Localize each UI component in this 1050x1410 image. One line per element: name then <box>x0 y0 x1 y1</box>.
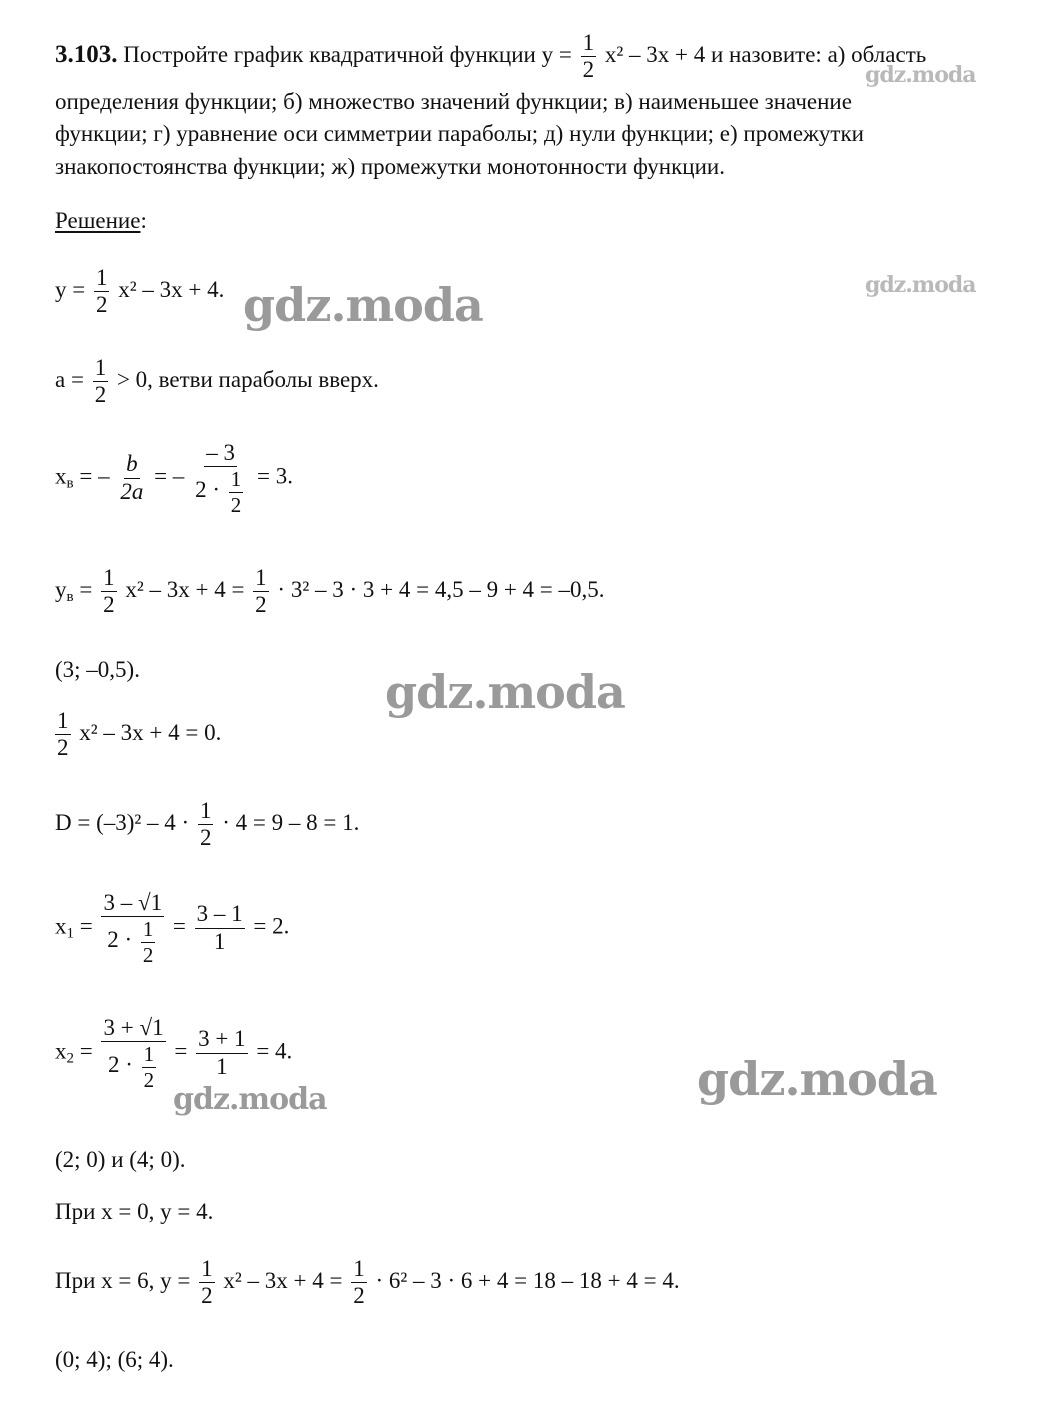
vertex-point: (3; –0,5). <box>55 657 140 682</box>
fraction-half: $\frac{1}{2}$ <box>57 708 69 761</box>
problem-line-1 <box>55 30 926 84</box>
root-x2-line: $x_2$ = 3 + √1 2 · $\frac{1}{2}$ = $\frac{3 + 1}{1}$ = 4. <box>55 1015 293 1092</box>
problem-number: 3.103. <box>55 41 118 69</box>
fraction-minus3-over-2-half: – 3 2 · $\frac{1}{2}$ <box>195 440 242 517</box>
watermark: gdz.moda <box>173 1082 327 1117</box>
watermark: gdz.moda <box>865 272 976 298</box>
problem-line-3: функции; г) уравнение оси симметрии параболы; д) нули функции; е) промежутки <box>55 121 864 146</box>
points-line: (0; 4); (6; 4). <box>55 1347 174 1372</box>
discriminant-line: D = (–3)² – 4 · $\frac{1}{2}$ · 4 = 9 – 8 = 1. <box>55 798 360 851</box>
problem-formula: x² – 3x + 4 <box>604 42 706 68</box>
fraction-half: $\frac{1}{2}$ <box>94 355 107 408</box>
zeros-line: (2; 0) и (4; 0). <box>55 1147 186 1172</box>
fraction-3minus1: $\frac{3 - 1}{1}$ <box>196 901 243 954</box>
solution-heading: Решение: <box>55 208 147 233</box>
vertex-x-line: $x_в$ = – $\frac{b}{2a}$ = – – 3 2 · $\frac{1}{2}$ = 3. <box>55 440 293 517</box>
equation-line: $\frac{1}{2}$ x² – 3x + 4 = 0. <box>57 708 222 761</box>
fraction-half: $\frac{1}{2}$ <box>582 30 595 83</box>
fraction-half: $\frac{1}{2}$ <box>230 467 242 517</box>
fraction-half: $\frac{1}{2}$ <box>142 917 154 967</box>
root-x1-line: $x_1$ = 3 – √1 2 · $\frac{1}{2}$ = $\frac{3 - 1}{1}$ = 2. <box>55 890 290 967</box>
solution-label: Решение <box>55 208 141 233</box>
fraction-half: $\frac{1}{2}$ <box>103 565 115 618</box>
problem-lead: Постройте график квадратичной функции y = <box>123 42 572 68</box>
fraction-half: $\frac{1}{2}$ <box>199 798 212 851</box>
vertex-y-line: $y_в$ = $\frac{1}{2}$ x² – 3x + 4 = $\frac{1}{2}$ · 3² – 3 · 3 + 4 = 4,5 – 9 + 4 = –0,5. <box>55 565 605 618</box>
fraction-root1: 3 – √1 2 · $\frac{1}{2}$ <box>103 890 163 967</box>
fraction-half: $\frac{1}{2}$ <box>353 1256 365 1309</box>
watermark: gdz.moda <box>697 1052 937 1106</box>
fraction-half: $\frac{1}{2}$ <box>95 265 108 318</box>
watermark: gdz.moda <box>865 62 976 88</box>
fraction-half: $\frac{1}{2}$ <box>143 1042 155 1092</box>
problem-lead-tail: и назовите: а) область <box>710 42 927 68</box>
at-six-line: При x = 6, y = $\frac{1}{2}$ x² – 3x + 4 = $\frac{1}{2}$ · 6² – 3 · 6 + 4 = 18 – 18 + 4 = 4. <box>55 1256 680 1309</box>
fraction-half: $\frac{1}{2}$ <box>201 1256 213 1309</box>
fraction-root2: 3 + √1 2 · $\frac{1}{2}$ <box>103 1015 164 1092</box>
fraction-b-over-2a: $\frac{b}{2a}$ <box>120 451 144 504</box>
fraction-3plus1: $\frac{3 + 1}{1}$ <box>198 1026 246 1079</box>
watermark: gdz.moda <box>243 278 483 332</box>
formula-line: y = $\frac{1}{2}$ x² – 3x + 4. <box>55 265 225 318</box>
problem-line-4: знакопостоянства функции; ж) промежутки монотонности функции. <box>55 154 725 179</box>
leading-coefficient-line: a = $\frac{1}{2}$ > 0, ветви параболы вверх. <box>55 355 379 408</box>
problem-line-2: определения функции; б) множество значений функции; в) наименьшее значение <box>55 89 852 114</box>
watermark: gdz.moda <box>385 665 625 719</box>
at-zero-line: При x = 0, y = 4. <box>55 1199 214 1224</box>
fraction-half: $\frac{1}{2}$ <box>255 565 267 618</box>
